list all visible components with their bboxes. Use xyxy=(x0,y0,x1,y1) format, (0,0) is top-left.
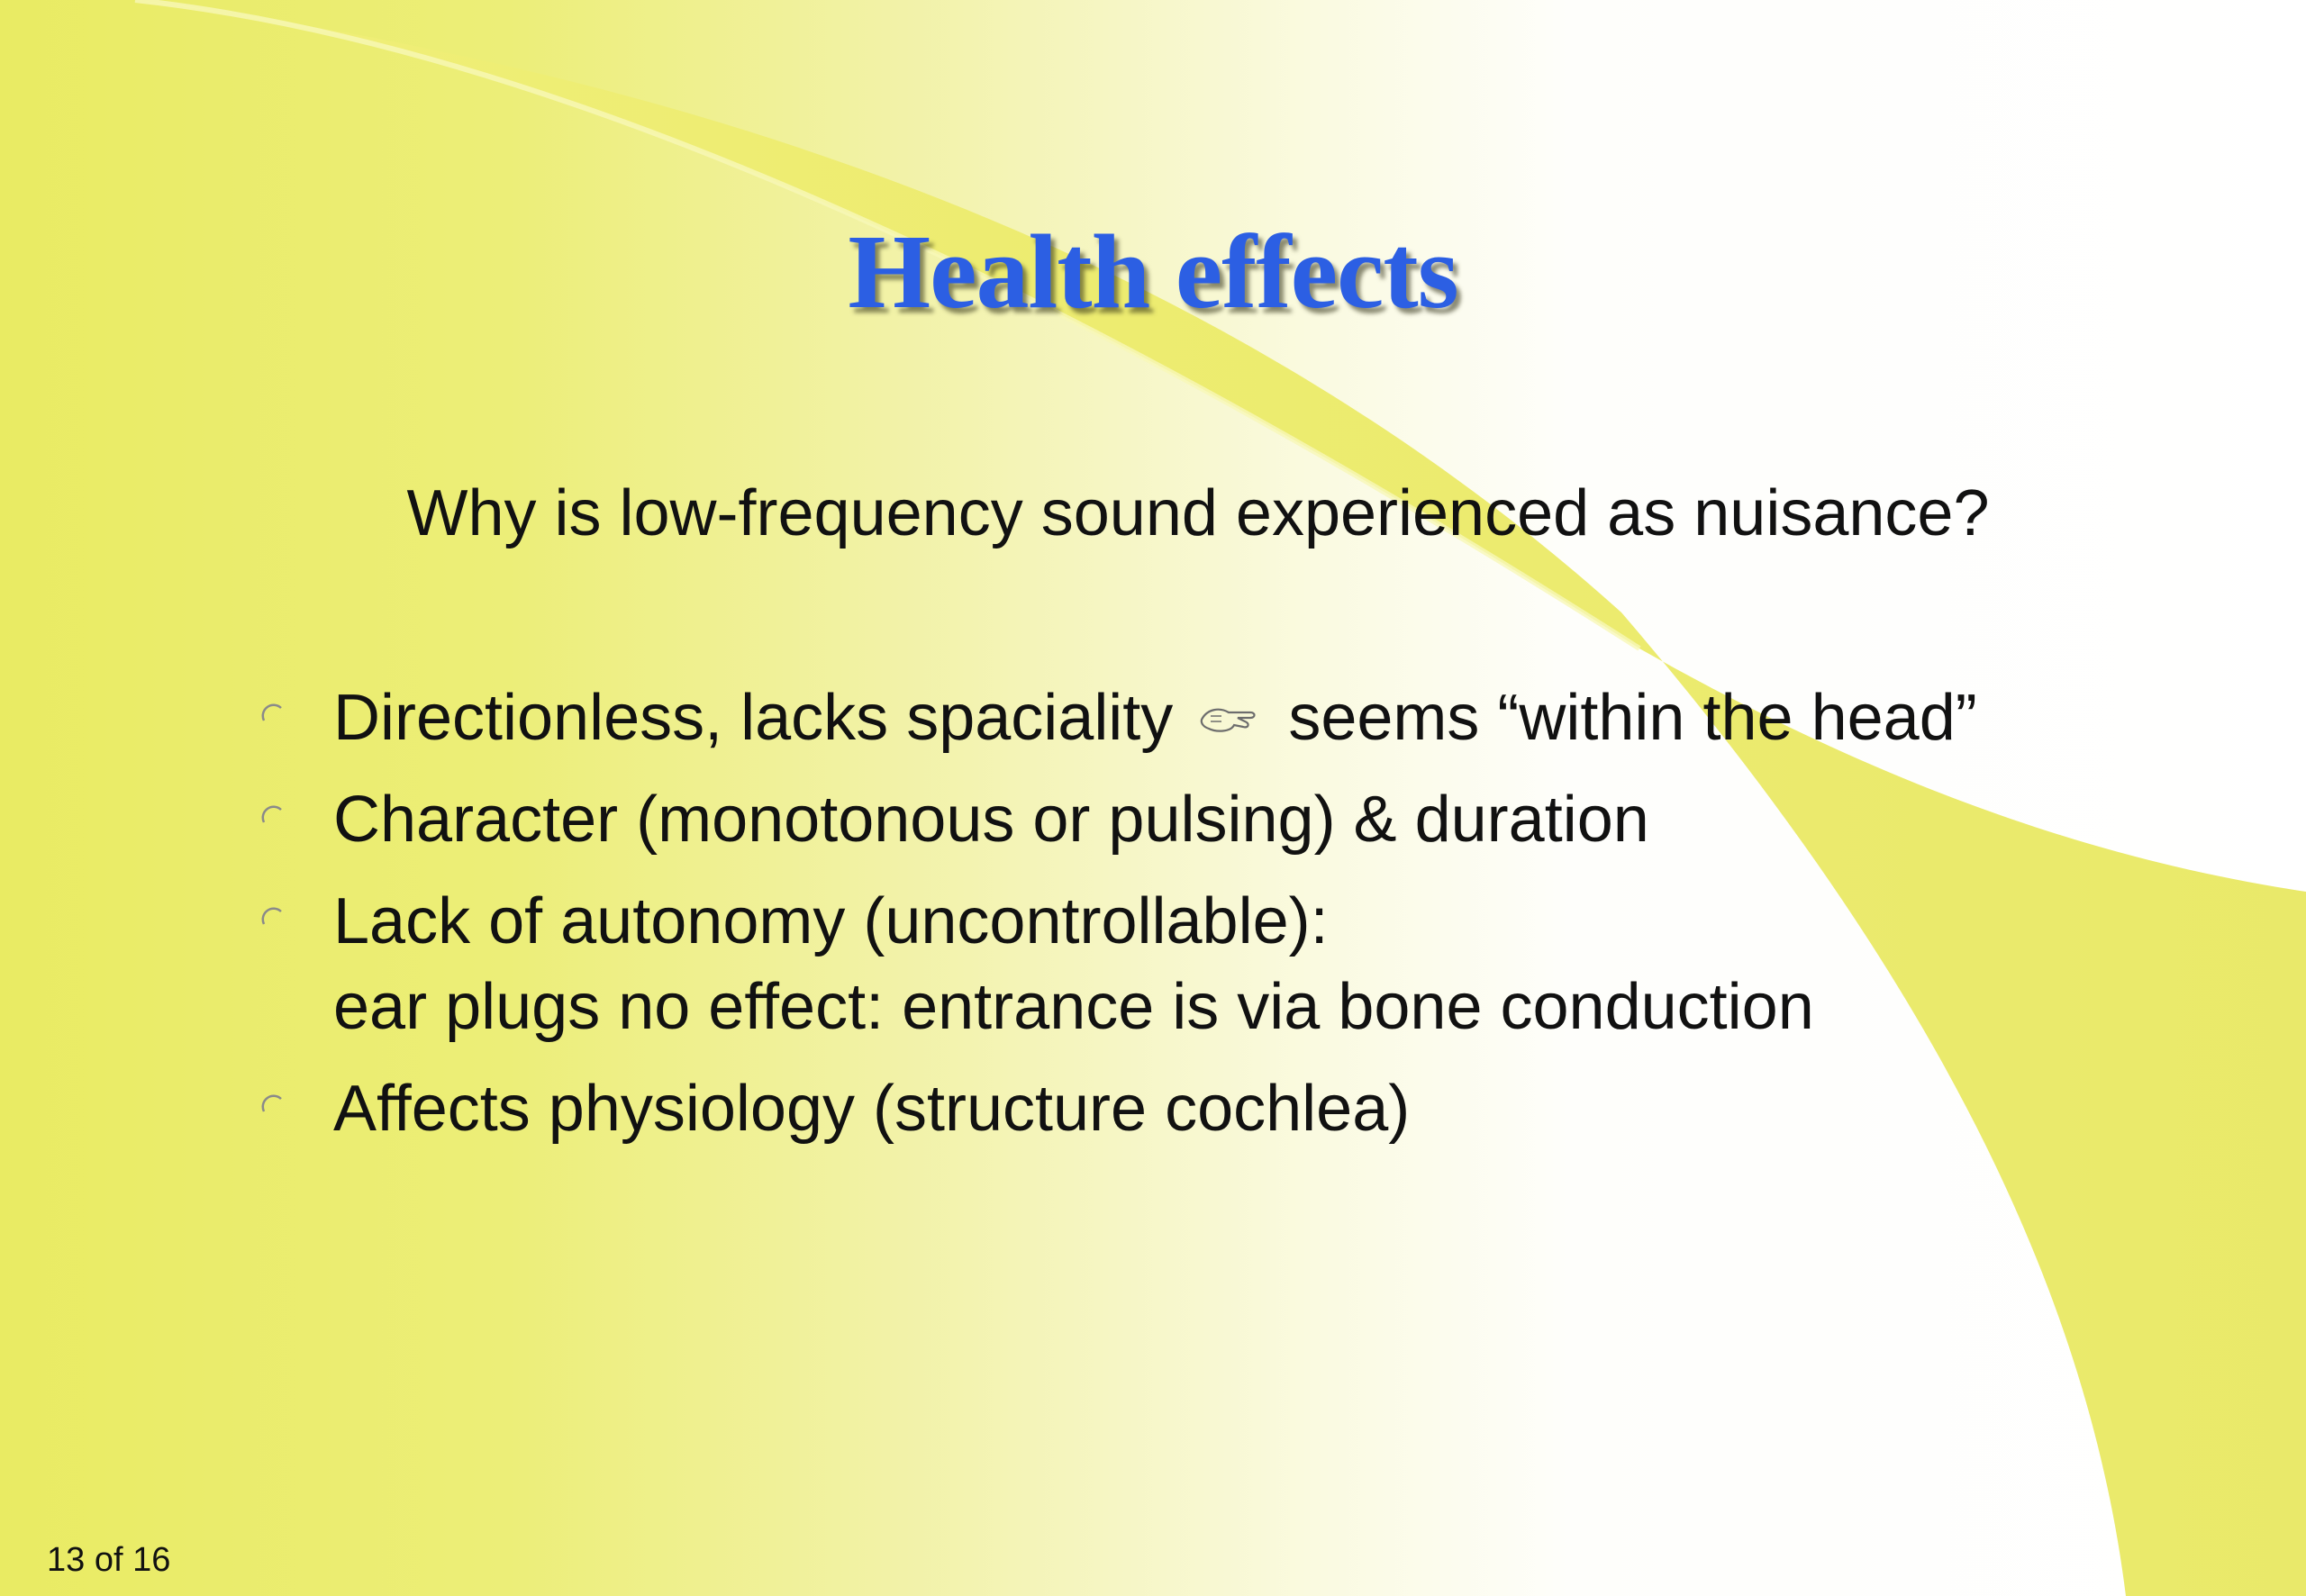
bullet-arc-icon xyxy=(261,804,285,828)
bullet-arc-icon xyxy=(261,906,285,929)
bullet-text: Affects physiology (structure cochlea) xyxy=(333,1073,1411,1145)
bullet-text: Directionless, lacks spaciality xyxy=(333,682,1174,754)
bullet-item xyxy=(254,676,2236,761)
slide-question: Why is low-frequency sound experienced as nuisance? xyxy=(406,477,1990,549)
bullet-text: Character (monotonous or pulsing) & duration xyxy=(333,784,1649,856)
bullet-item xyxy=(254,777,2236,863)
bullet-item xyxy=(254,1066,2236,1152)
bullet-text: Lack of autonomy (uncontrollable): xyxy=(333,885,1329,957)
bullet-arc-icon xyxy=(261,703,285,726)
pointing-hand-icon xyxy=(1198,702,1259,738)
bullet-text-continued: seems “within the head” xyxy=(1288,682,1977,754)
page-indicator: 13 of 16 xyxy=(47,1541,171,1579)
bullet-text-line2: ear plugs no effect: entrance is via bone conduction xyxy=(333,971,1814,1043)
bullet-arc-icon xyxy=(261,1093,285,1117)
bullet-item xyxy=(254,879,2236,1050)
slide-title: Health effects xyxy=(848,213,1458,331)
bullet-list xyxy=(254,676,2236,1168)
